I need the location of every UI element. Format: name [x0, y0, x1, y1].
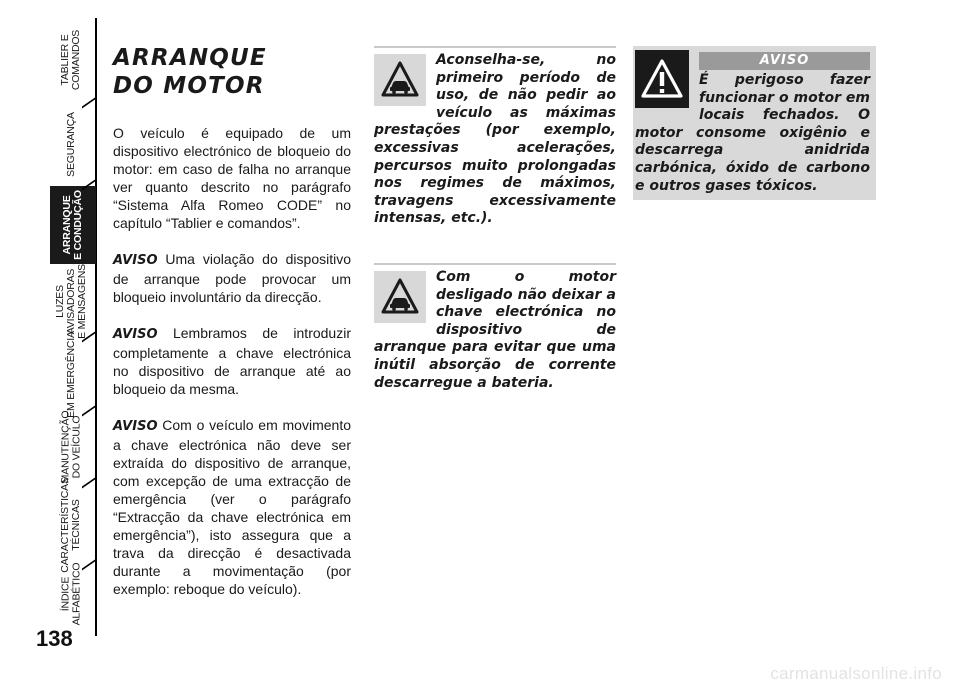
tab-indice-alfabetico[interactable] [48, 562, 94, 626]
aviso-text: Com o veículo em movimento a chave electrónica não deve ser extraída do dispositivo de arranque, com excepção de uma extracção de emergência (ver o parágrafo “Extracção da chave electrónica em emergência”), isto assegura que a trava da direcção é desactivada durante a movimentação (por exemplo: reboque do veículo). [113, 417, 351, 597]
heading-line-1: ARRANQUE [113, 45, 267, 71]
note-text: Com o motor desligado não deixar a chave electrónica no dispositivo de arranque para evitar que uma inútil absorção de corrente descarregue a bateria. [374, 269, 616, 391]
tab-label: TABLIER E COMANDOS [59, 29, 82, 91]
body-text [113, 124, 351, 616]
tab-luzes-avisadoras[interactable] [48, 263, 94, 339]
sidebar-divider [95, 18, 97, 636]
heading-line-2: DO MOTOR [113, 73, 265, 99]
aviso-keyword: AVISO [113, 253, 158, 268]
watermark: carmanualsonline.info [770, 664, 942, 683]
tab-label: MANUTENÇÃO DO VEÍCULO [59, 410, 83, 484]
tab-label: SEGURANÇA [64, 111, 77, 177]
note-box-first-use [374, 46, 616, 228]
tab-label: LUZES AVISADORAS E MENSAGENS [53, 263, 88, 339]
exclamation-triangle-icon [635, 50, 689, 108]
chapter-tab-bar [0, 0, 100, 692]
tab-label: CARACTERÍSTICAS TÉCNICAS [59, 477, 83, 573]
aviso-paragraph-3 [113, 416, 351, 598]
aviso-paragraph-1 [113, 250, 351, 306]
tab-label: ÍNDICE ALFABÉTICO [59, 562, 82, 626]
danger-warning-box [633, 46, 876, 200]
tab-label: ARRANQUE E CONDUÇÃO [61, 190, 85, 260]
tab-seguranca[interactable] [48, 104, 94, 184]
warning-text: É perigoso fazer funcionar o motor em locais fechados. O motor consome oxigênio e descarrega anidrida carbónica, óxido de carbono e outros gases tóxicos. [635, 72, 870, 194]
section-heading [113, 44, 363, 100]
tab-em-emergencia[interactable] [48, 330, 94, 418]
aviso-keyword: AVISO [113, 327, 158, 342]
note-text: Aconselha-se, no primeiro período de uso, de não pedir ao veículo as máximas prestações (por exemplo, excessivas acelerações, percursos muito prolongadas nos regimes de máximos, travagens excessivamente intensas, etc.). [374, 52, 616, 227]
tab-caracteristicas-tecnicas[interactable] [48, 477, 94, 573]
intro-paragraph: O veículo é equipado de um dispositivo electrónico de bloqueio do motor: em caso de falha no arranque ver quanto descrito no parágrafo “Sistema Alfa Romeo CODE” no capítulo “Tablier e comandos”. [113, 125, 351, 231]
aviso-text: Uma violação do dispositivo de arranque pode provocar um bloqueio involuntário da direcção. [113, 251, 351, 305]
tab-manutencao-do-veiculo[interactable] [48, 412, 94, 482]
tab-label: EM EMERGÊNCIA [64, 330, 77, 418]
warning-banner: AVISO [699, 52, 870, 70]
page-number: 138 [36, 626, 73, 651]
aviso-keyword: AVISO [113, 419, 158, 434]
tab-arranque-e-conducao[interactable] [50, 186, 96, 264]
car-warning-icon [374, 271, 426, 323]
note-box-battery [374, 263, 616, 392]
aviso-text: Lembramos de introduzir completamente a chave electrónica no dispositivo de arranque até ao bloqueio da mesma. [113, 325, 351, 397]
tab-tablier-e-comandos[interactable] [48, 18, 94, 102]
car-warning-icon [374, 54, 426, 106]
aviso-paragraph-2 [113, 324, 351, 398]
